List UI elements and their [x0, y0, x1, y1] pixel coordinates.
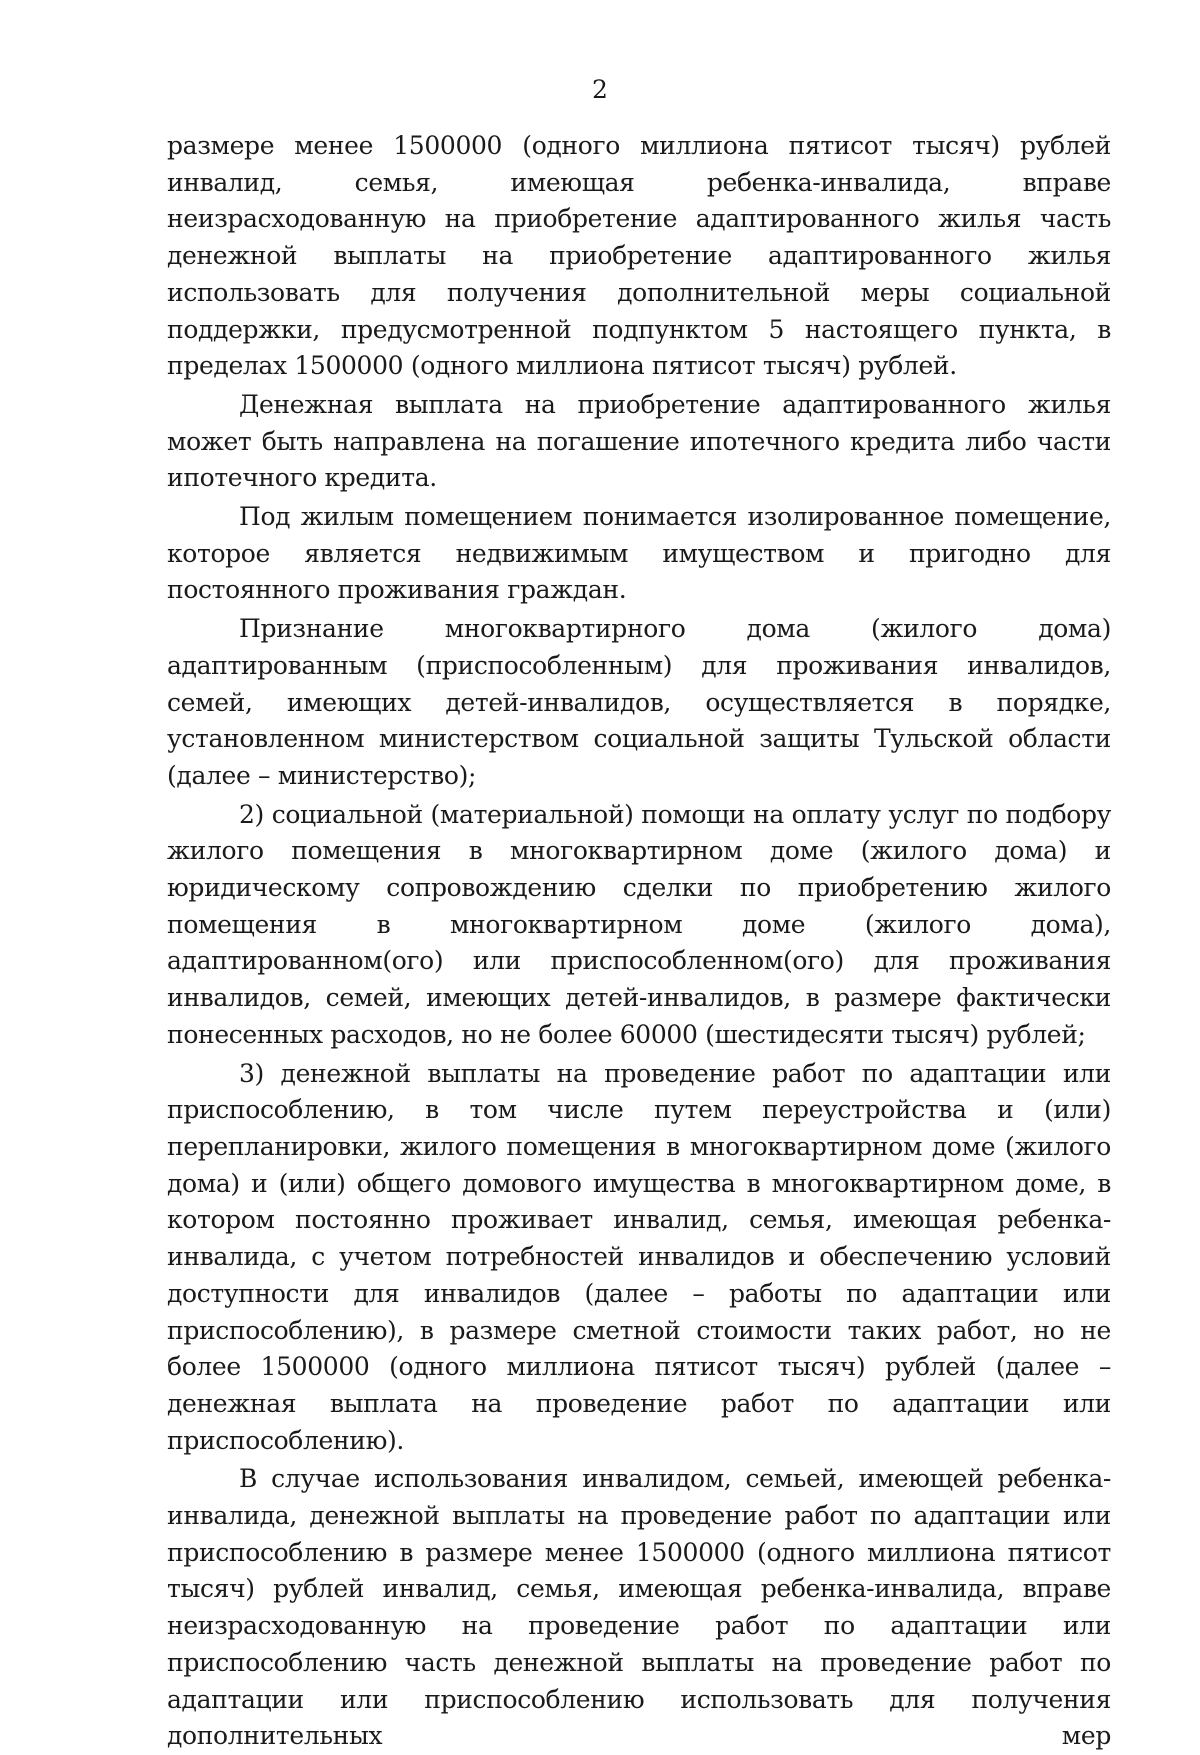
document-body: [167, 128, 1111, 1755]
paragraph-continuation: размере менее 1500000 (одного миллиона пятисот тысяч) рублей инвалид, семья, имеющая ребенка-инвалида, вправе неизрасходованную на приобретение адаптированного жилья часть денежной выплаты на приобретение адаптированного жилья использовать для получения дополнительной меры социальной поддержки, предусмотренной подпунктом 5 настоящего пункта, в пределах 1500000 (одного миллиона пятисот тысяч) рублей.: [167, 131, 1111, 381]
page-number: 2: [592, 75, 608, 104]
paragraph-mortgage: Денежная выплата на приобретение адаптированного жилья может быть направлена на погашение ипотечного кредита либо части ипотечного кредита.: [167, 389, 1111, 493]
paragraph-item-3: 3) денежной выплаты на проведение работ по адаптации или приспособлению, в том числе путем переустройства и (или) перепланировки, жилого помещения в многоквартирном доме (жилого дома) и (или) общего домового имущества в многоквартирном доме, в котором постоянно проживает инвалид, семья, имеющая ребенка-инвалида, с учетом потребностей инвалидов и обеспечению условий доступности для инвалидов (далее – работы по адаптации или приспособлению), в размере сметной стоимости таких работ, но не более 1500000 (одного миллиона пятисот тысяч) рублей (далее – денежная выплата на проведение работ по адаптации или приспособлению).: [167, 1058, 1111, 1455]
paragraph-residential-premises: Под жилым помещением понимается изолированное помещение, которое является недвижимым имуществом и пригодно для постоянного проживания граждан.: [167, 502, 1111, 605]
paragraph-unspent-funds: В случае использования инвалидом, семьей, имеющей ребенка-инвалида, денежной выплаты на проведение работ по адаптации или приспособлению в размере менее 1500000 (одного миллиона пятисот тысяч) рублей инвалид, семья, имеющая ребенка-инвалида, вправе неизрасходованную на проведение работ по адаптации или приспособлению часть денежной выплаты на проведение работ по адаптации или приспособлению использовать для получения дополнительных мер: [167, 1464, 1111, 1751]
paragraph-item-2: 2) социальной (материальной) помощи на оплату услуг по подбору жилого помещения в многоквартирном доме (жилого дома) и юридическому сопровождению сделки по приобретению жилого помещения в многоквартирном доме (жилого дома), адаптированном(ого) или приспособленном(ого) для проживания инвалидов, семей, имеющих детей-инвалидов, в размере фактически понесенных расходов, но не более 60000 (шестидесяти тысяч) рублей;: [167, 799, 1111, 1049]
paragraph-recognition: Признание многоквартирного дома (жилого дома) адаптированным (приспособленным) для проживания инвалидов, семей, имеющих детей-инвалидов, осуществляется в порядке, установленном министерством социальной защиты Тульской области (далее – министерство);: [167, 614, 1111, 790]
